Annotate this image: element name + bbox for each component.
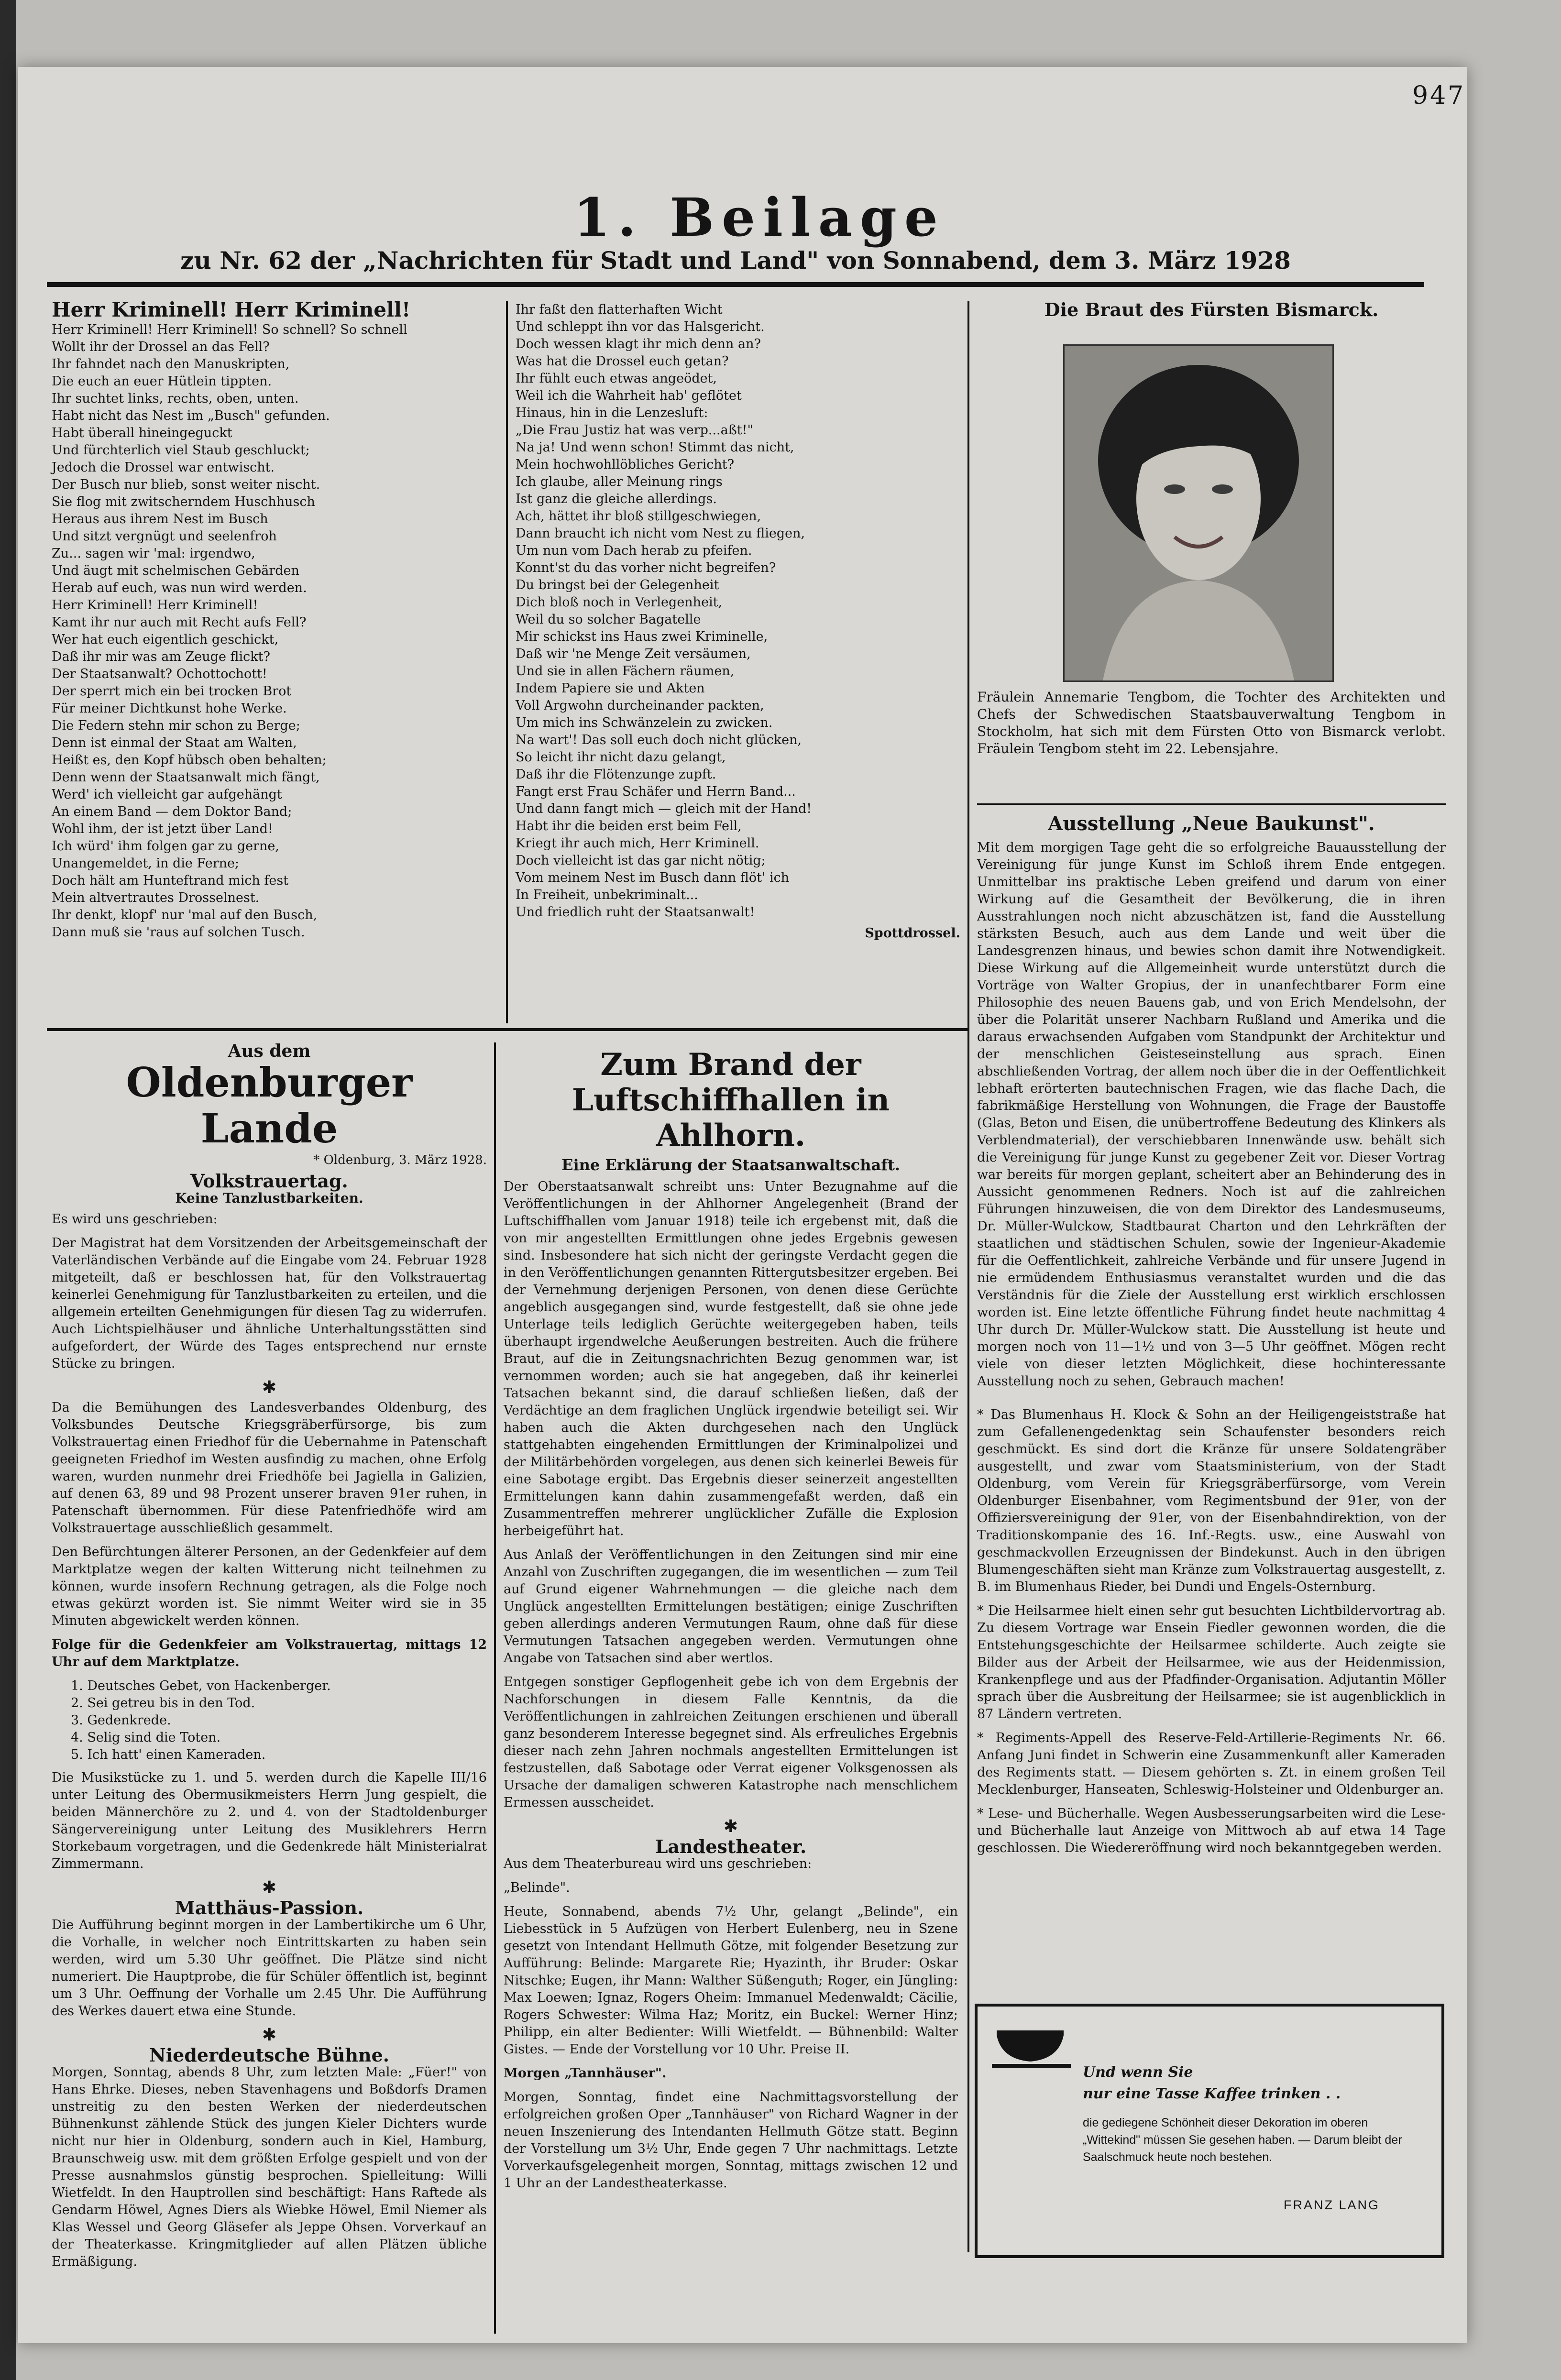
header-rule <box>47 282 1424 287</box>
poem-line: Jedoch die Drossel war entwischt. <box>52 460 275 475</box>
poem-column-1 <box>52 298 496 941</box>
poem-line: Doch vielleicht ist das gar nicht nötig; <box>516 853 766 868</box>
poem-line: Daß ihr die Flötenzunge zupft. <box>516 767 716 782</box>
poem-line: Kriegt ihr auch mich, Herr Kriminell. <box>516 836 759 851</box>
poem-line: Die euch an euer Hütlein tippten. <box>52 374 272 389</box>
poem-line: Der Staatsanwalt? Ochottochott! <box>52 667 267 681</box>
coffee-cup-icon <box>992 2026 1073 2069</box>
poem-line: Dann braucht ich nicht vom Nest zu fliegen, <box>516 526 805 541</box>
poem-line: Denn wenn der Staatsanwalt mich fängt, <box>52 770 320 785</box>
supplement-subtitle: zu Nr. 62 der „Nachrichten für Stadt und Land" von Sonnabend, dem 3. März 1928 <box>180 246 1291 274</box>
bismarck-article <box>977 301 1446 318</box>
poem-line: Und sie in allen Fächern räumen, <box>516 664 735 679</box>
ad-headline-2: nur eine Tasse Kaffee trinken . . <box>1083 2085 1341 2102</box>
notice-lesehalle: * Lese- und Bücherhalle. Wegen Ausbesserungsarbeiten wird die Lese- und Bücherhalle laut Anzeige von Mittwoch ab auf etwa 14 Tage geschlossen. Die Wiedereröffnung wird noch bekanntgegeben werden. <box>977 1806 1446 1855</box>
notice-regiment: * Regiments-Appell des Reserve-Feld-Artillerie-Regiments Nr. 66. Anfang Juni findet in Schwerin eine Zusammenkunft aller Kameraden des Regiments statt. — Diesem gehörten s. Zt. in einem großen Teil Mecklenburger, Hanseaten, Schleswig-Holsteiner und Oldenburger an. <box>977 1731 1446 1797</box>
poem-line: Habt überall hineingeguckt <box>52 426 232 440</box>
poem-line: Zu... sagen wir 'mal: irgendwo, <box>52 546 255 561</box>
poem-line: Und sitzt vergnügt und seelenfroh <box>52 529 277 544</box>
poem-line: Indem Papiere sie und Akten <box>516 681 705 696</box>
poem-line: Dich bloß noch in Verlegenheit, <box>516 595 723 610</box>
brand-title: Zum Brand der Luftschiffhallen in Ahlhorn. <box>572 1047 890 1153</box>
poem-line: Um mich ins Schwänzelein zu zwicken. <box>516 715 773 730</box>
tannhaeuser-title: Morgen „Tannhäuser". <box>504 2066 667 2081</box>
poem-line: Der sperrt mich ein bei trocken Brot <box>52 684 292 699</box>
poem-line: Daß wir 'ne Menge Zeit versäumen, <box>516 647 751 661</box>
volkstrauertag-closing: Die Musikstücke zu 1. und 5. werden durch die Kapelle III/16 unter Leitung des Obermusikmeisters Herrn Jung gespielt, die beiden Männerchöre zu 2. und 4. von der Stadtoldenburger Sängervereinigung unter Leitung des Musiklehrers Herrn Storkebaum vorgetragen, und die Gedenkrede hält Ministerialrat Zimmermann. <box>52 1770 487 1871</box>
volkstrauertag-p3: Den Befürchtungen älterer Personen, an der Gedenkfeier auf dem Marktplatze wegen der kalten Witterung nicht teilnehmen zu können, wurde insofern Rechnung getragen, als die Folge noch etwas gekürzt worden ist. Sie nimmt Weiter wird sie in 35 Minuten abgewickelt werden können. <box>52 1545 487 1628</box>
divider <box>977 803 1446 805</box>
program-title: Folge für die Gedenkfeier am Volkstrauertag, mittags 12 Uhr auf dem Marktplatze. <box>52 1637 487 1669</box>
bismarck-title: Die Braut des Fürsten Bismarck. <box>1044 299 1379 320</box>
poem-line: Fangt erst Frau Schäfer und Herrn Band... <box>516 784 796 799</box>
program-item: 1. Deutsches Gebet, von Hackenberger. <box>71 1678 331 1693</box>
poem-line: Konnt'st du das vorher nicht begreifen? <box>516 560 776 575</box>
ausstellung-article <box>977 812 1446 1864</box>
poem-line: Und äugt mit schelmischen Gebärden <box>52 563 299 578</box>
theater-text1: Heute, Sonnabend, abends 7½ Uhr, gelangt „Belinde", ein Liebesstück in 5 Aufzügen von Herbert Eulenberg, neu in Szene gesetzt von Intendant Hellmuth Götze, mit folgender Besetzung zur Aufführung: Belinde: Margarete Rie; Hyazinth, ihr Bruder: Oskar Nitschke; Eugen, ihr Mann: Walther Süßenguth; Roger, ein Jüngling: Max Loewen; Ignaz, Rogers Oheim: Immanuel Medenwaldt; Cäcilie, Rogers Schwester: Wilma Haz; Moritz, ein Buckel: Werner Hinz; Philipp, ein alter Bedienter: Willi Wietfeldt. — Bühnenbild: Walter Gistes. — Ende der Vorstellung vor 10 Uhr. Preise II. <box>504 1904 958 2057</box>
poem-line: Dann muß sie 'raus auf solchen Tusch. <box>52 925 305 940</box>
brand-subtitle: Eine Erklärung der Staatsanwaltschaft. <box>561 1156 900 1174</box>
poem-lines-2 <box>516 301 960 921</box>
poem-bottom-rule <box>47 1028 967 1031</box>
oldenburg-title: Oldenburger Lande <box>126 1059 413 1152</box>
program-item: 5. Ich hatt' einen Kameraden. <box>71 1747 266 1762</box>
poem-line: So leicht ihr nicht dazu gelangt, <box>516 750 726 765</box>
volkstrauertag-title: Volkstrauertag. <box>190 1170 348 1192</box>
poem-line: Ihr fühlt euch etwas angeödet, <box>516 371 717 386</box>
poem-line: Doch hält am Hunteftrand mich fest <box>52 873 289 888</box>
portrait-photo <box>1063 344 1334 682</box>
volkstrauertag-p1: Der Magistrat hat dem Vorsitzenden der Arbeitsgemeinschaft der Vaterländischen Verbände auf die Eingabe vom 24. Februar 1928 mitgeteilt, daß er beschlossen hat, für den Volkstrauertag keinerlei Genehmigung für Tanzlustbarkeiten zu erteilen, und die allgemein erteilten Genehmigungen für diesen Tag zu widerrufen. Auch Lichtspielhäuser und ähnliche Unterhaltungsstätten sind aufgefordert, der Würde des Tages entsprechend nur ernste Stücke zu bringen. <box>52 1236 487 1371</box>
poem-column-2 <box>516 301 960 942</box>
matthaeus-title: Matthäus-Passion. <box>175 1897 364 1919</box>
portrait-image <box>1065 346 1332 680</box>
brand-p1: Der Oberstaatsanwalt schreibt uns: Unter Bezugnahme auf die Veröffentlichungen in der Ahlhorner Angelegenheit (Brand der Luftschiffhallen vom Januar 1918) teile ich ergebenst mit, daß die von mir angestellten Ermittlungen ohne jedes Ergebnis gewesen sind. Insbesondere hat sich nicht der geringste Verdacht gegen die in den Veröffentlichungen genannten Rittergutsbesitzer ergeben. Bei der Vernehmung derjenigen Personen, von denen diese Gerüchte angeblich ausgegangen sind, wurde festgestellt, daß sie ohne jede Unterlage teils lediglich Gerüchte weitergegeben haben, teils überhaupt irgendwelche Aeußerungen bestreiten. Auch die frühere Braut, auf die in Zeitungsnachrichten Bezug genommen war, ist vernommen worden; auch sie hat angegeben, daß ihr keinerlei Tatsachen bekannt sind, die darauf schließen ließen, daß der Verdächtige an dem fraglichen Unglück irgendwie beteiligt sei. Wir haben auch die Akten durchgesehen nach den Unglück stattgehabten eingehenden Ermittlungen der Kriminalpolizei und der Militärbehörden vorgelegen, aus denen sich keinerlei Beweis für eine Sabotage ergibt. Das Ergebnis dieser seinerzeit angestellten Ermittelungen kann dahin zusammengefaßt werden, daß ein Zusammentreffen mehrerer unglücklicher Zufälle die Explosion herbeigeführt hat. <box>504 1179 958 1538</box>
ausstellung-title: Ausstellung „Neue Baukunst". <box>1048 812 1375 835</box>
star-separator: ✱ <box>262 1878 277 1897</box>
poem-line: Hinaus, hin in die Lenzesluft: <box>516 406 708 420</box>
belinde-title: „Belinde". <box>504 1880 570 1895</box>
poem-line: Und schleppt ihn vor das Halsgericht. <box>516 319 765 334</box>
ad-headline-1: Und wenn Sie <box>1083 2064 1193 2081</box>
volkstrauertag-p2: Da die Bemühungen des Landesverbandes Oldenburg, des Volksbundes Deutsche Kriegsgräberfürsorge, bis zum Volkstrauertag einen Friedhof für die Uebernahme in Patenschaft geeigneten Friedhof im Westen ausfindig zu machen, ohne Erfolg waren, wurden nunmehr drei Friedhöfe bei Jagiella in Galizien, auf denen 63, 89 und 98 Prozent unserer braven 91er ruhen, in Patenschaft übernommen. Für diese Patenfriedhöfe wird am Volkstrauertage ausschließlich gesammelt. <box>52 1400 487 1535</box>
poem-line: Wohl ihm, der ist jetzt über Land! <box>52 822 273 836</box>
oldenburg-column <box>52 1042 487 2277</box>
bismarck-caption-block <box>977 689 1446 764</box>
poem-line: Und fürchterlich viel Staub geschluckt; <box>52 443 310 458</box>
matthaeus-text: Die Aufführung beginnt morgen in der Lambertikirche um 6 Uhr, die Vorhalle, in welcher noch Eintrittskarten zu haben sein werden, wird um 5.30 Uhr geöffnet. Die Plätze sind nicht numeriert. Die Hauptprobe, die für Schüler öffentlich ist, beginnt um 3 Uhr. Oeffnung der Vorhalle um 2.45 Uhr. Die Aufführung des Werkes dauert etwa eine Stunde. <box>52 1918 487 2018</box>
poem-line: An einem Band — dem Doktor Band; <box>52 804 292 819</box>
poem-line: Mir schickst ins Haus zwei Kriminelle, <box>516 629 768 644</box>
poem-line: Habt ihr die beiden erst beim Fell, <box>516 819 742 834</box>
poem-line: Ach, hättet ihr bloß stillgeschwiegen, <box>516 509 761 524</box>
poem-line: Mein hochwohllöbliches Gericht? <box>516 457 735 472</box>
oldenburg-dateline: * Oldenburg, 3. März 1928. <box>313 1153 487 1167</box>
poem-line: Heraus aus ihrem Nest im Busch <box>52 512 268 526</box>
brand-column <box>504 1047 958 2199</box>
star-separator: ✱ <box>262 1378 277 1397</box>
poem-line: Um nun vom Dach herab zu pfeifen. <box>516 543 752 558</box>
poem-line: Kamt ihr nur auch mit Recht aufs Fell? <box>52 615 307 630</box>
poem-line: Ich glaube, aller Meinung rings <box>516 474 723 489</box>
poem-line: In Freiheit, unbekriminalt... <box>516 888 698 902</box>
buehne-text: Morgen, Sonntag, abends 8 Uhr, zum letzten Male: „Füer!" von Hans Ehrke. Dieses, neben Stavenhagens und Boßdorfs Dramen unstreitig zu den besten Werken der niederdeutschen Bühnenkunst zählende Stück des jungen Kieler Dichters wurde nicht nur hier in Oldenburg, sondern auch in Kiel, Hamburg, Braunschweig usw. mit dem größten Erfolge gespielt und von der Presse ausnahmslos günstig besprochen. Spielleitung: Willi Wietfeldt. In den Hauptrollen sind beschäftigt: Hans Raftede als Gendarm Höwel, Agnes Diers als Wiebke Höwel, Emil Niemer als Klas Wessel und Georg Gläsefer als Jeppe Ohsen. Vorverkauf an der Theaterkasse. Kringmitglieder auf allen Plätzen übliche Ermäßigung. <box>52 2065 487 2269</box>
buehne-title: Niederdeutsche Bühne. <box>149 2044 389 2066</box>
poem-line: Die Federn stehn mir schon zu Berge; <box>52 718 300 733</box>
program-item: 3. Gedenkrede. <box>71 1713 171 1728</box>
volkstrauertag-intro: Es wird uns geschrieben: <box>52 1212 218 1227</box>
column-divider-lower <box>494 1042 496 2334</box>
poem-line: Sie flog mit zwitscherndem Huschhusch <box>52 494 315 509</box>
ad-signature: FRANZ LANG <box>1284 2198 1380 2212</box>
poem-line: Ihr denkt, klopf' nur 'mal auf den Busch, <box>52 908 318 922</box>
poem-line: Was hat die Drossel euch getan? <box>516 354 729 369</box>
poem-line: Na ja! Und wenn schon! Stimmt das nicht, <box>516 440 794 455</box>
theater-text2: Morgen, Sonntag, findet eine Nachmittagsvorstellung der erfolgreichen großen Oper „Tannhäuser" von Richard Wagner in der neuen Inszenierung des Intendanten Hellmuth Götze statt. Beginn der Vorstellung um 3½ Uhr, Ende gegen 7 Uhr nachmittags. Letzte Vorverkaufsgelegenheit morgen, Sonntag, mittags zwischen 12 und 1 Uhr an der Landestheaterkasse. <box>504 2090 958 2191</box>
notice-heilsarmee: * Die Heilsarmee hielt einen sehr gut besuchten Lichtbildervortrag ab. Zu diesem Vortrage war Ensein Fiedler gewonnen worden, die die Entstehungsgeschichte der Heilsarmee schilderte. Auch zeigte sie Bilder aus der Arbeit der Heilsarmee, wie aus der Heidenmission, Krankenpflege und aus der Pfadfinder-Organisation. Adjutantin Möller sprach über die Ausbreitung der Heilsarmee; sie ist augenblicklich in 87 Ländern vertreten. <box>977 1603 1446 1722</box>
ad-body: die gediegene Schönheit dieser Dekoration im oberen „Wittekind" müssen Sie gesehen haben. — Darum bleibt der Saalschmuck heute noch bestehen. <box>1083 2116 1402 2164</box>
poem-line: Herr Kriminell! Herr Kriminell! <box>52 598 258 613</box>
poem-line: Werd' ich vielleicht gar aufgehängt <box>52 787 282 802</box>
program-item: 4. Selig sind die Toten. <box>71 1730 221 1745</box>
poem-line: Weil ich die Wahrheit hab' geflötet <box>516 388 742 403</box>
poem-line: Herab auf euch, was nun wird werden. <box>52 581 307 595</box>
bismarck-caption: Fräulein Annemarie Tengbom, die Tochter des Architekten und Chefs der Schwedischen Staatsbauverwaltung Tengbom in Stockholm, hat sich mit dem Fürsten Otto von Bismarck verlobt. Fräulein Tengbom steht im 22. Lebensjahre. <box>977 689 1446 757</box>
newspaper-page <box>18 67 1467 2343</box>
poem-line: Ihr fahndet nach den Manuskripten, <box>52 357 290 372</box>
theater-title: Landestheater. <box>655 1836 807 1857</box>
poem-line: Heißt es, den Kopf hübsch oben behalten; <box>52 753 327 768</box>
column-divider <box>506 301 508 1023</box>
poem-line: Wer hat euch eigentlich geschickt, <box>52 632 279 647</box>
program-item: 2. Sei getreu bis in den Tod. <box>71 1696 255 1711</box>
poem-line: Denn ist einmal der Staat am Walten, <box>52 735 297 750</box>
notice-blumenhaus: * Das Blumenhaus H. Klock & Sohn an der Heiligengeiststraße hat zum Gefallenengedenktag sein Schaufenster besonders reich geschmückt. Es sind dort die Kränze für unsere Soldatengräber ausgestellt, und zwar vom Staatsministerium, von der Stadt Oldenburg, vom Verein für Kriegsgräberfürsorge, vom Verein Oldenburger Eisenbahner, vom Regimentsbund der 91er, von der Offiziersvereinigung der 91er, von der Eisenbahndirektion, von der Traditionskompanie des 16. Inf.-Regts. usw., eine Auswahl von geschmackvollen Erzeugnissen der Bindekunst. Auch in den übrigen Blumengeschäften sieht man Kränze zum Volkstrauertag ausgestellt, z. B. im Blumenhaus Rieder, bei Dundi und Engels-Osternburg. <box>977 1407 1446 1594</box>
poem-signature: Spottdrossel. <box>865 926 960 941</box>
poem-line: Der Busch nur blieb, sonst weiter nischt. <box>52 477 320 492</box>
poem-line: Herr Kriminell! Herr Kriminell! So schnell? So schnell <box>52 322 407 337</box>
poem-line: Wollt ihr der Drossel an das Fell? <box>52 340 270 354</box>
poem-line: Vom meinem Nest im Busch dann flöt' ich <box>516 870 790 885</box>
poem-line: Und dann fangt mich — gleich mit der Hand! <box>516 801 812 816</box>
poem-line: Weil du so solcher Bagatelle <box>516 612 701 627</box>
oldenburg-kicker: Aus dem <box>228 1041 311 1061</box>
poem-line: Voll Argwohn durcheinander packten, <box>516 698 764 713</box>
poem-line: Ihr suchtet links, rechts, oben, unten. <box>52 391 299 406</box>
poem-line: Ist ganz die gleiche allerdings. <box>516 492 717 506</box>
poem-line: Für meiner Dichtkunst hohe Werke. <box>52 701 287 716</box>
star-separator: ✱ <box>262 2025 277 2045</box>
theater-intro: Aus dem Theaterbureau wird uns geschrieben: <box>504 1856 812 1871</box>
supplement-title: 1. Beilage <box>573 186 945 248</box>
program-list <box>52 1678 487 1764</box>
poem-line: Daß ihr mir was am Zeuge flickt? <box>52 649 270 664</box>
volkstrauertag-subtitle: Keine Tanzlustbarkeiten. <box>175 1190 363 1206</box>
poem-line: Doch wessen klagt ihr mich denn an? <box>516 337 761 351</box>
star-separator: ✱ <box>723 1817 738 1836</box>
poem-title: Herr Kriminell! Herr Kriminell! <box>52 298 411 321</box>
poem-line: „Die Frau Justiz hat was verp...aßt!" <box>516 423 753 438</box>
poem-line: Und friedlich ruht der Staatsanwalt! <box>516 905 755 920</box>
column-divider-right <box>967 301 969 2252</box>
advertisement <box>975 2004 1444 2258</box>
page-number: 947 <box>1412 81 1466 110</box>
ausstellung-text: Mit dem morgigen Tage geht die so erfolgreiche Bauausstellung der Vereinigung für junge Kunst im Schloß ihrem Ende entgegen. Unmittelbar ins praktische Leben greifend und darum von einer Wirkung auf die Gesamtheit der Bevölkerung, die in ihren Ausstrahlungen noch nicht abzuschätzen ist, fand die Ausstellung stärksten Besuch, auch aus dem Lande und weit über die Landesgrenzen hinaus, und bewies schon damit ihre Notwendigkeit. Diese Wirkung auf die Allgemeinheit wurde unterstützt durch die Vorträge von Walter Gropius, der in unanfechtbarer Form eine Philosophie des neuen Bauens gab, und von Erich Mendelsohn, der über die Polarität unserer Nachbarn Rußland und Amerika und die daraus erwachsenden Aufgaben vom Standpunkt der Architektur und der menschlichen Geisteseinstellung aus sprach. Einen abschließenden Vortrag, der allem noch über die in der Oeffentlichkeit lebhaft erörterten bautechnischen Fragen, wie das flache Dach, die fabrikmäßige Herstellung von Wohnungen, die Frage der Baustoffe (Glas, Beton und Eisen, die unübertroffene Bedeutung des Klinkers als Verblendmaterial), der verschiebbaren Innenwände usw. behält sich die Vereinigung für junge Kunst zu gegebener Zeit vor. Dieser Vortrag war bereits für morgen geplant, scheitert aber an Behinderung des in Aussicht genommenen Redners. Noch ist auf die zahlreichen Führungen hinzuweisen, die von dem Direktor des Landesmuseums, Dr. Müller-Wulckow, Stadtbaurat Charton und den Lehrkräften der staatlichen und städtischen Schulen, sowie der Ingenieur-Akademie für die Oeffentlichkeit, zahlreiche Verbände und für unsere Jugend in nie ermüdendem Enthusiasmus veranstaltet wurden und die das Verständnis für die Ziele der Ausstellung erst wirklich erschlossen worden ist. Eine letzte öffentliche Führung findet heute nachmittag 4 Uhr durch Dr. Müller-Wulckow statt. Die Ausstellung ist heute und morgen noch von 11—1½ und von 3—5 Uhr geöffnet. Mögen recht viele von dieser letzten Möglichkeit, diese hochinteressante Ausstellung noch zu sehen, Gebrauch machen! <box>977 840 1446 1389</box>
poem-line: Du bringst bei der Gelegenheit <box>516 578 719 592</box>
poem-line: Ich würd' ihm folgen gar zu gerne, <box>52 839 279 854</box>
poem-line: Unangemeldet, in die Ferne; <box>52 856 240 871</box>
page-edge-shadow <box>0 0 16 2380</box>
poem-lines-1 <box>52 321 496 941</box>
poem-line: Na wart'! Das soll euch doch nicht glücken, <box>516 733 802 747</box>
poem-line: Habt nicht das Nest im „Busch" gefunden. <box>52 408 330 423</box>
poem-line: Ihr faßt den flatterhaften Wicht <box>516 302 723 317</box>
poem-line: Mein altvertrautes Drosselnest. <box>52 890 260 905</box>
brand-p2: Aus Anlaß der Veröffentlichungen in den Zeitungen sind mir eine Anzahl von Zuschriften zugegangen, die im wesentlichen — zum Teil auf Grund eigener Wahrnehmungen — die gleiche nach dem Unglück angestellten Ermittelungen bestätigen; einige Zuschriften geben allerdings anderen Vermutungen Raum, ohne daß für diese Vermutungen Tatsachen angegeben werden. Vermutungen ohne Angabe von Tatsachen sind aber wertlos. <box>504 1547 958 1666</box>
brand-p3: Entgegen sonstiger Gepflogenheit gebe ich von dem Ergebnis der Nachforschungen in diesem Falle Kenntnis, da die Veröffentlichungen in zahlreichen Zeitungen erschienen und überall ganz besonderem Interesse begegnet sind. Als erfreuliches Ergebnis dieser nach zehn Jahren nochmals angestellten Ermittelungen ist festzustellen, daß Sabotage oder Verrat eigener Volksgenossen als Ursache der damaligen schweren Katastrophe nach menschlichem Ermessen ausscheidet. <box>504 1675 958 1810</box>
